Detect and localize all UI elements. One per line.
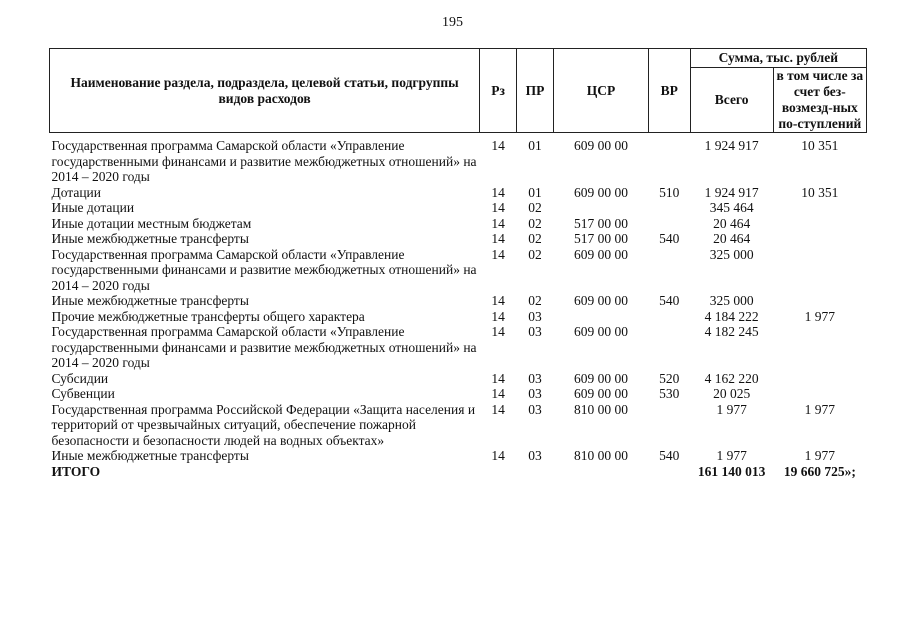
row-csr [554,200,649,216]
row-vr: 540 [659,448,680,463]
row-pr: 03 [528,370,542,386]
row-vr: 520 [659,370,680,386]
row-name: Иные межбюджетные трансферты [51,448,249,463]
table-row [50,309,867,325]
row-free [773,371,866,387]
row-csr: 810 00 00 [573,401,628,417]
row-vr [648,200,690,216]
row-total: 325 000 [709,293,754,308]
row-total: 20 464 [713,215,751,231]
row-total: 4 162 220 [704,370,759,386]
header-sum: Сумма, тыс. рублей [690,49,866,68]
row-vr [648,247,690,294]
row-name: Государственная программа Самарской области «Управление государственными финансами и развитие межбюджетных отношений» на 2014 – 2020 годы [51,324,477,370]
row-free [773,247,866,294]
row-csr: 609 00 00 [573,293,628,308]
row-csr: 609 00 00 [573,386,628,401]
row-pr: 02 [528,231,542,246]
row-vr [648,324,690,371]
row-pr: 03 [528,324,542,339]
header-pr: ПР [516,49,553,133]
total-row [50,464,867,480]
table-row [50,371,867,387]
row-rz: 14 [491,184,505,200]
page-number: 195 [442,15,463,30]
header-vr: ВР [648,49,690,133]
row-rz: 14 [491,200,505,215]
row-pr: 03 [528,401,542,417]
table-row [50,185,867,201]
row-csr: 609 00 00 [573,138,628,153]
table-footer [50,464,867,480]
row-csr: 609 00 00 [573,324,628,339]
row-pr: 02 [528,200,542,215]
row-rz: 14 [491,231,505,246]
row-total: 325 000 [709,246,754,262]
row-rz: 14 [491,401,505,417]
row-free: 10 351 [801,138,839,153]
table-row [50,138,867,185]
row-rz: 14 [491,293,505,308]
row-csr: 517 00 00 [573,215,628,231]
table-header [50,49,867,133]
row-free: 1 977 [804,448,835,463]
row-vr [648,216,690,232]
header-name: Наименование раздела, подраздела, целевой статьи, подгруппы видов расходов [50,49,480,133]
table-row [50,293,867,309]
row-name: Прочие межбюджетные трансферты общего характера [51,308,365,324]
row-rz: 14 [491,138,505,153]
row-pr: 03 [528,386,542,401]
header-csr: ЦСР [554,49,649,133]
row-free [773,231,866,247]
budget-table [49,48,867,479]
row-total: 20 025 [713,386,751,401]
row-vr [648,138,690,185]
row-total: 1 977 [716,401,747,417]
header-free: в том числе за счет без-возмезд-ных по-ступлений [773,68,866,133]
table-row [50,247,867,294]
row-name: Иные межбюджетные трансферты [51,293,249,308]
row-vr [648,402,690,449]
row-free [773,386,866,402]
row-total: 1 977 [716,448,747,463]
row-rz: 14 [491,215,505,231]
row-vr: 510 [659,184,680,200]
row-free [773,293,866,309]
row-name: Дотации [51,184,102,200]
row-total: 345 464 [709,200,754,215]
total-sum: 161 140 013 [697,463,766,479]
row-name: Иные дотации [51,200,135,215]
row-name: Государственная программа Самарской области «Управление государственными финансами и развитие межбюджетных отношений» на 2014 – 2020 годы [51,246,477,293]
row-name: Иные дотации местным бюджетам [51,215,252,231]
row-free: 1 977 [804,308,835,324]
row-csr: 517 00 00 [573,231,628,246]
table-row [50,448,867,464]
row-pr: 03 [528,448,542,463]
row-vr [648,309,690,325]
row-total: 4 184 222 [704,308,759,324]
row-csr: 609 00 00 [573,246,628,262]
table-row [50,216,867,232]
row-total: 1 924 917 [704,138,759,153]
row-csr: 810 00 00 [573,448,628,463]
table-body [50,133,867,464]
row-pr: 03 [528,308,542,324]
row-name: Субсидии [51,370,109,386]
row-rz: 14 [491,324,505,339]
row-vr: 540 [659,231,680,246]
row-rz: 14 [491,370,505,386]
header-rz: Рз [480,49,517,133]
row-csr: 609 00 00 [573,370,628,386]
row-free: 10 351 [801,184,839,200]
row-vr: 540 [659,293,680,308]
total-free: 19 660 725»; [783,463,856,479]
header-total: Всего [690,68,773,133]
row-pr: 02 [528,293,542,308]
row-free [773,200,866,216]
row-name: Иные межбюджетные трансферты [51,231,249,246]
row-name: Государственная программа Самарской области «Управление государственными финансами и развитие межбюджетных отношений» на 2014 – 2020 годы [51,138,477,184]
row-pr: 02 [528,246,542,262]
row-free [773,324,866,371]
row-rz: 14 [491,386,505,401]
row-total: 1 924 917 [704,184,759,200]
total-label: ИТОГО [51,463,101,479]
table-row [50,200,867,216]
row-name: Субвенции [51,386,115,401]
row-name: Государственная программа Российской Федерации «Защита населения и территорий от чрезвычайных ситуаций, обеспечение пожарной безопасности и безопасности людей на водных объектах» [51,401,476,448]
row-free [773,216,866,232]
row-free: 1 977 [804,401,835,417]
row-pr: 02 [528,215,542,231]
row-vr: 530 [659,386,680,401]
row-pr: 01 [528,138,542,153]
row-rz: 14 [491,308,505,324]
table-row [50,402,867,449]
row-csr: 609 00 00 [573,184,628,200]
row-csr [554,309,649,325]
row-pr: 01 [528,184,542,200]
table-row [50,386,867,402]
table-row [50,324,867,371]
row-rz: 14 [491,448,505,463]
row-rz: 14 [491,246,505,262]
row-total: 20 464 [713,231,751,246]
row-total: 4 182 245 [704,324,759,339]
table-row [50,231,867,247]
